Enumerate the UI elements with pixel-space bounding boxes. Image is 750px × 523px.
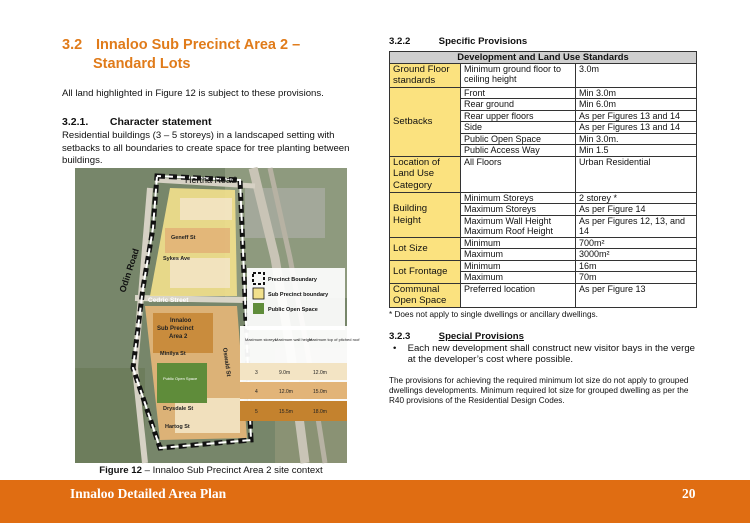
table-row	[390, 237, 697, 249]
page-number: 20	[682, 486, 696, 501]
table-cell: 3000m²	[576, 249, 697, 261]
table-cell: Min 3.0m	[576, 87, 697, 99]
cat-lot-size: Lot Size	[390, 237, 461, 260]
label-open-space: Public Open Space	[163, 376, 198, 381]
section-number: 3.2	[62, 37, 83, 53]
cat-ground-floor: Ground Floor standards	[390, 63, 461, 87]
specific-provisions-title: Specific Provisions	[438, 36, 528, 47]
legend-open-space-swatch	[253, 303, 264, 314]
legend-public-open-space: Public Open Space	[268, 307, 318, 313]
ht-row3-wall: 15.5m	[279, 409, 293, 415]
caption-text: – Innaloo Sub Precinct Area 2 site context	[141, 465, 323, 476]
table-cell: 2 storey *	[576, 192, 697, 204]
intro-text: All land highlighted in Figure 12 is subject to these provisions.	[62, 88, 324, 99]
table-cell: As per Figure 13	[576, 283, 697, 307]
label-cedric-street: Cedric Street	[148, 297, 189, 304]
table-cell: As per Figures 13 and 14	[576, 122, 697, 134]
bullet-icon: •	[393, 342, 397, 354]
table-row	[390, 156, 697, 192]
label-drysdale-st: Drysdale St	[163, 406, 194, 412]
character-title: Character statement	[109, 116, 212, 128]
ht-row1-storeys: 3	[255, 370, 258, 376]
character-text: Residential buildings (3 – 5 storeys) in a landscaped setting with setbacks to all boundaries to create space for tree planting between buildings.	[62, 130, 350, 166]
specific-provisions-heading	[389, 36, 696, 47]
table-cell: Min 6.0m	[576, 99, 697, 111]
ht-row2-roof: 15.0m	[313, 389, 327, 395]
table-cell: Maximum	[461, 272, 576, 284]
table-cell: Rear upper floors	[461, 110, 576, 122]
table-cell: Min 3.0m.	[576, 133, 697, 145]
list-item	[389, 343, 696, 366]
label-geneff-st: Geneff St	[171, 235, 196, 241]
label-sykes-ave: Sykes Ave	[163, 256, 191, 262]
table-row	[390, 192, 697, 204]
ht-row3-storeys: 5	[255, 409, 258, 415]
table-row	[390, 283, 697, 307]
ht-row2-wall: 12.0m	[279, 389, 293, 395]
table-cell: Minimum	[461, 237, 576, 249]
lot-size-note: The provisions for achieving the required minimum lot size do not apply to grouped dwellings developments. Minimum required lot size for grouped dwelling as per the R40 provisions of the Residential Design Codes.	[389, 375, 689, 405]
ht-row1-wall: 9.0m	[279, 370, 291, 376]
figure-caption	[75, 465, 347, 476]
label-area-1: Innaloo	[170, 318, 192, 324]
table-cell: Minimum Storeys	[461, 192, 576, 204]
table-cell: Min 1.5	[576, 145, 697, 157]
right-column	[389, 36, 696, 406]
table-cell: 16m	[576, 260, 697, 272]
table-cell: Public Open Space	[461, 133, 576, 145]
map-svg	[75, 168, 360, 463]
ht-row3-roof: 18.0m	[313, 409, 327, 415]
cat-building-height: Building Height	[390, 192, 461, 237]
table-cell: As per Figure 14	[576, 204, 697, 216]
table-cell: Rear ground	[461, 99, 576, 111]
table-cell: Minimum ground floor to ceiling height	[461, 63, 576, 87]
table-row	[390, 63, 697, 87]
ht-row2-storeys: 4	[255, 389, 258, 395]
table-cell: Maximum Storeys	[461, 204, 576, 216]
specific-provisions-number: 3.2.2	[389, 36, 411, 47]
table-cell: Side	[461, 122, 576, 134]
table-cell: 700m²	[576, 237, 697, 249]
character-number: 3.2.1.	[62, 116, 89, 128]
section-title-line2: Standard Lots	[93, 56, 191, 72]
table-row	[390, 87, 697, 99]
table-cell: As per Figures 12, 13, and 14	[576, 215, 697, 237]
table-cell: 70m	[576, 272, 697, 284]
legend-precinct-boundary: Precinct Boundary	[268, 277, 317, 283]
label-area-2: Sub Precinct	[157, 326, 194, 332]
table-cell: Minimum	[461, 260, 576, 272]
table-cell: Urban Residential	[576, 156, 697, 192]
label-odin-road: Odin Road	[117, 247, 141, 294]
table-footnote: * Does not apply to single dwellings or ancillary dwellings.	[389, 309, 598, 319]
table-cell: Front	[461, 87, 576, 99]
table-cell: 3.0m	[576, 63, 697, 87]
table-cell: All Floors	[461, 156, 576, 192]
ht-header-wall: Maximum wall height	[275, 337, 313, 342]
footer-title: Innaloo Detailed Area Plan	[70, 486, 227, 501]
caption-label: Figure 12	[99, 465, 142, 476]
table-row	[390, 260, 697, 272]
footer-bar	[0, 480, 750, 523]
left-column	[62, 36, 362, 168]
table-header: Development and Land Use Standards	[390, 52, 697, 64]
special-provisions-number: 3.2.3	[389, 330, 411, 342]
site-context-map	[75, 168, 360, 463]
table-cell: As per Figures 13 and 14	[576, 110, 697, 122]
special-provisions-heading	[389, 331, 696, 342]
label-hartog-st: Hartog St	[165, 424, 190, 430]
standards-table	[389, 51, 697, 308]
character-heading	[62, 116, 362, 128]
table-cell: Preferred location	[461, 283, 576, 307]
section-title-line1: Innaloo Sub Precinct Area 2 –	[96, 37, 301, 53]
table-cell: Maximum Wall Height Maximum Roof Height	[461, 215, 576, 237]
table-cell: Public Access Way	[461, 145, 576, 157]
label-oswald-street: Oswald St	[221, 347, 231, 378]
special-provisions-title: Special Provisions	[438, 330, 524, 342]
label-minilya-st: Minilya St	[160, 351, 186, 357]
ht-header-roof: Maximum top of pitched roof	[309, 337, 360, 342]
cat-lot-frontage: Lot Frontage	[390, 260, 461, 283]
cat-setbacks: Setbacks	[390, 87, 461, 156]
ht-header-storeys: Maximum storeys	[245, 337, 277, 342]
legend-sub-precinct-swatch	[253, 288, 264, 299]
cat-land-use: Location of Land Use Category	[390, 156, 461, 192]
bullet-text: Each new development shall construct new visitor bays in the verge at the developer’s cost where possible.	[407, 342, 695, 365]
label-hertha-road: Hertha Road	[185, 175, 237, 185]
ht-row1-roof: 12.0m	[313, 370, 327, 376]
cat-communal-open-space: Communal Open Space	[390, 283, 461, 307]
table-cell: Maximum	[461, 249, 576, 261]
section-title	[62, 36, 362, 74]
legend-sub-precinct-boundary: Sub Precinct boundary	[268, 292, 329, 298]
label-area-3: Area 2	[169, 334, 188, 340]
